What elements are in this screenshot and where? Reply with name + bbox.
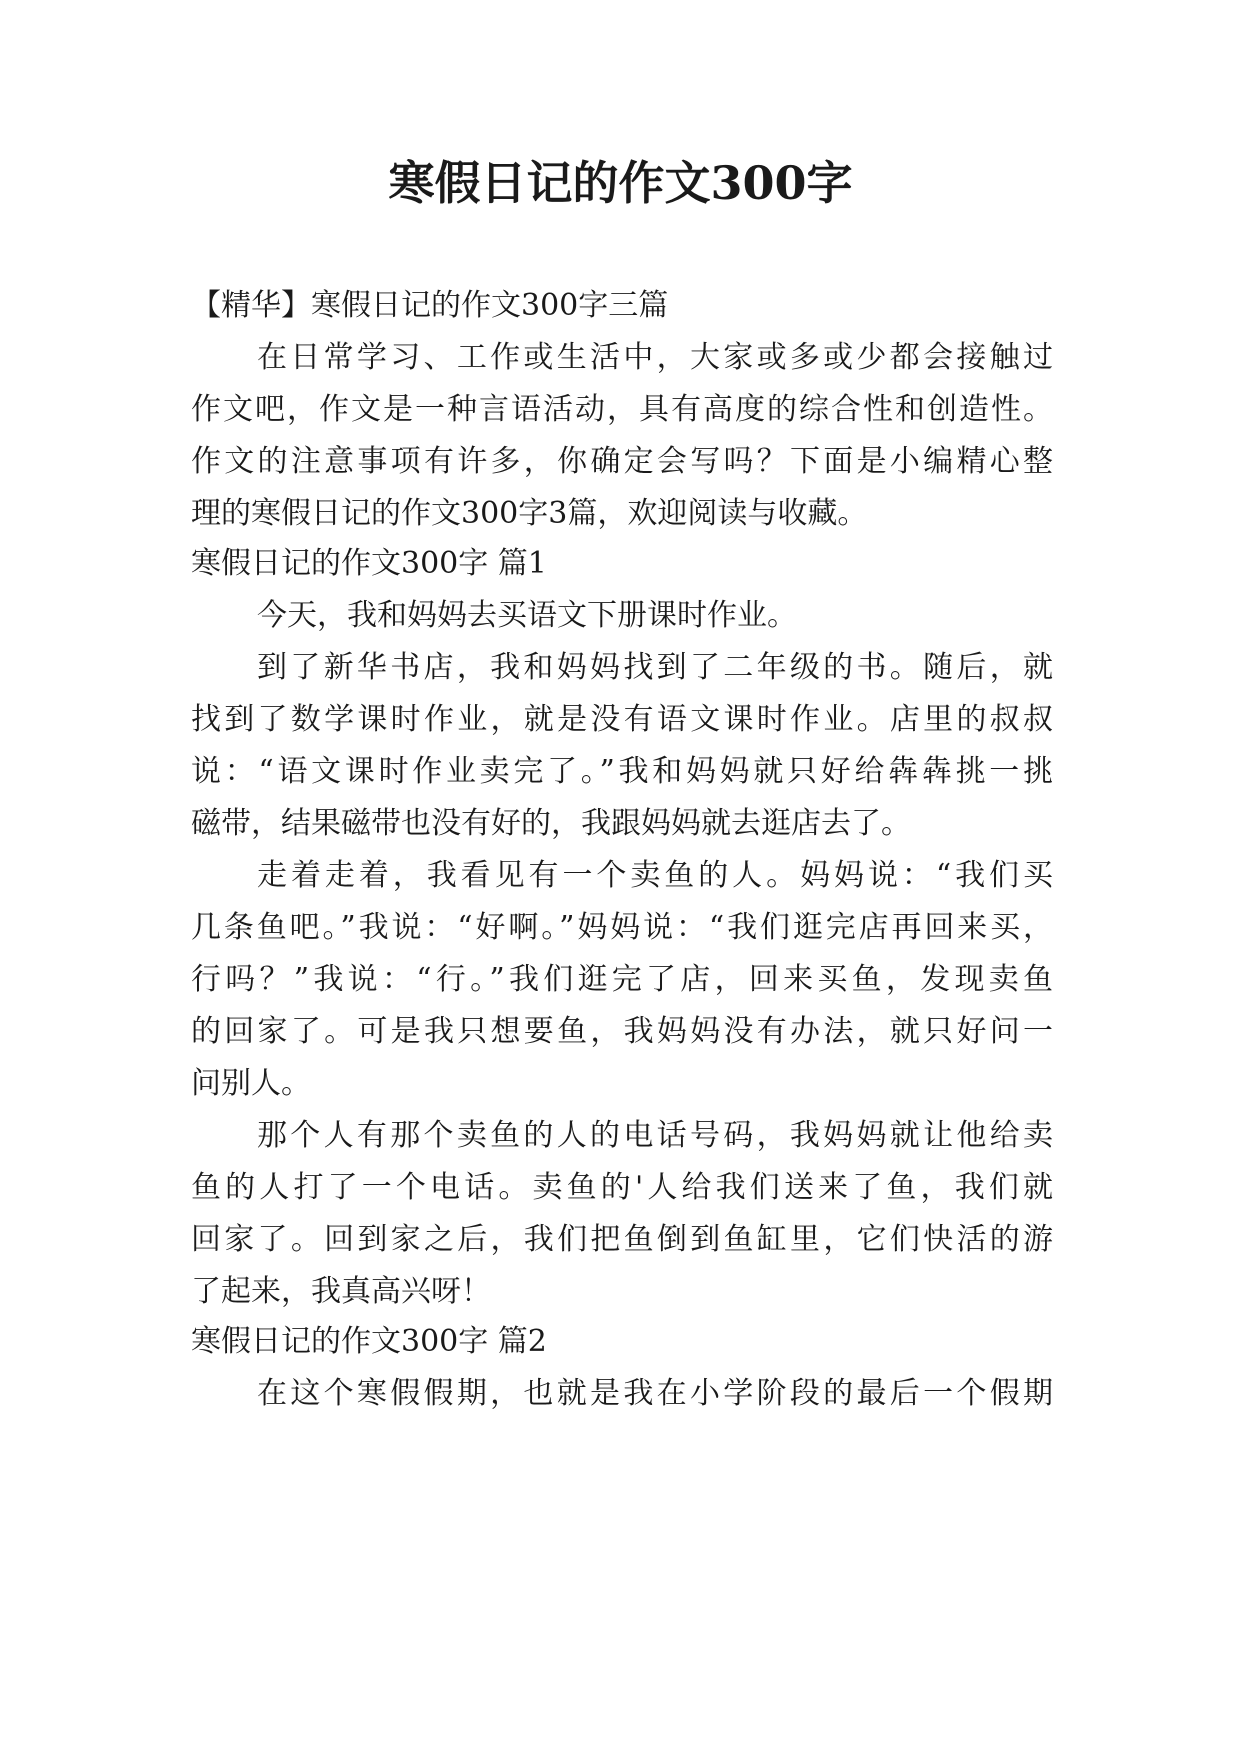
text-line: 在这个寒假假期，也就是我在小学阶段的最后一个假期 — [257, 1376, 1053, 1411]
text-line: 的回家了。可是我只想要鱼，我妈妈没有办法，就只好问一 — [191, 1014, 1053, 1049]
text-line: 问别人。 — [191, 1066, 311, 1101]
text-line: 到了新华书店，我和妈妈找到了二年级的书。随后，就 — [257, 650, 1053, 685]
document-title: 寒假日记的作文300字 — [388, 156, 853, 210]
text-line: 理的寒假日记的作文300字3篇，欢迎阅读与收藏。 — [191, 496, 868, 531]
text-line: 今天，我和妈妈去买语文下册课时作业。 — [257, 598, 797, 633]
text-line: 在日常学习、工作或生活中，大家或多或少都会接触过 — [257, 340, 1053, 375]
text-line: 走着走着，我看见有一个卖鱼的人。妈妈说：“我们买 — [257, 858, 1053, 893]
text-line: 说：“语文课时作业卖完了。”我和妈妈就只好给犇犇挑一挑 — [191, 754, 1053, 789]
text-line: 磁带，结果磁带也没有好的，我跟妈妈就去逛店去了。 — [191, 806, 911, 841]
text-line: 回家了。回到家之后，我们把鱼倒到鱼缸里，它们快活的游 — [191, 1222, 1053, 1257]
text-line: 作文的注意事项有许多，你确定会写吗？下面是小编精心整 — [191, 444, 1053, 479]
text-line: 那个人有那个卖鱼的人的电话号码，我妈妈就让他给卖 — [257, 1118, 1053, 1153]
text-line: 寒假日记的作文300字 篇2 — [191, 1324, 547, 1359]
text-line: 找到了数学课时作业，就是没有语文课时作业。店里的叔叔 — [191, 702, 1053, 737]
text-line: 行吗？”我说：“行。”我们逛完了店，回来买鱼，发现卖鱼 — [191, 962, 1053, 997]
text-line: 鱼的人打了一个电话。卖鱼的'人给我们送来了鱼，我们就 — [191, 1170, 1053, 1205]
text-line: 寒假日记的作文300字 篇1 — [191, 546, 547, 581]
text-line: 作文吧，作文是一种言语活动，具有高度的综合性和创造性。 — [191, 392, 1053, 427]
text-line: 【精华】寒假日记的作文300字三篇 — [191, 288, 669, 323]
text-line: 了起来，我真高兴呀！ — [191, 1274, 491, 1309]
text-line: 几条鱼吧。”我说：“好啊。”妈妈说：“我们逛完店再回来买， — [191, 910, 1053, 945]
